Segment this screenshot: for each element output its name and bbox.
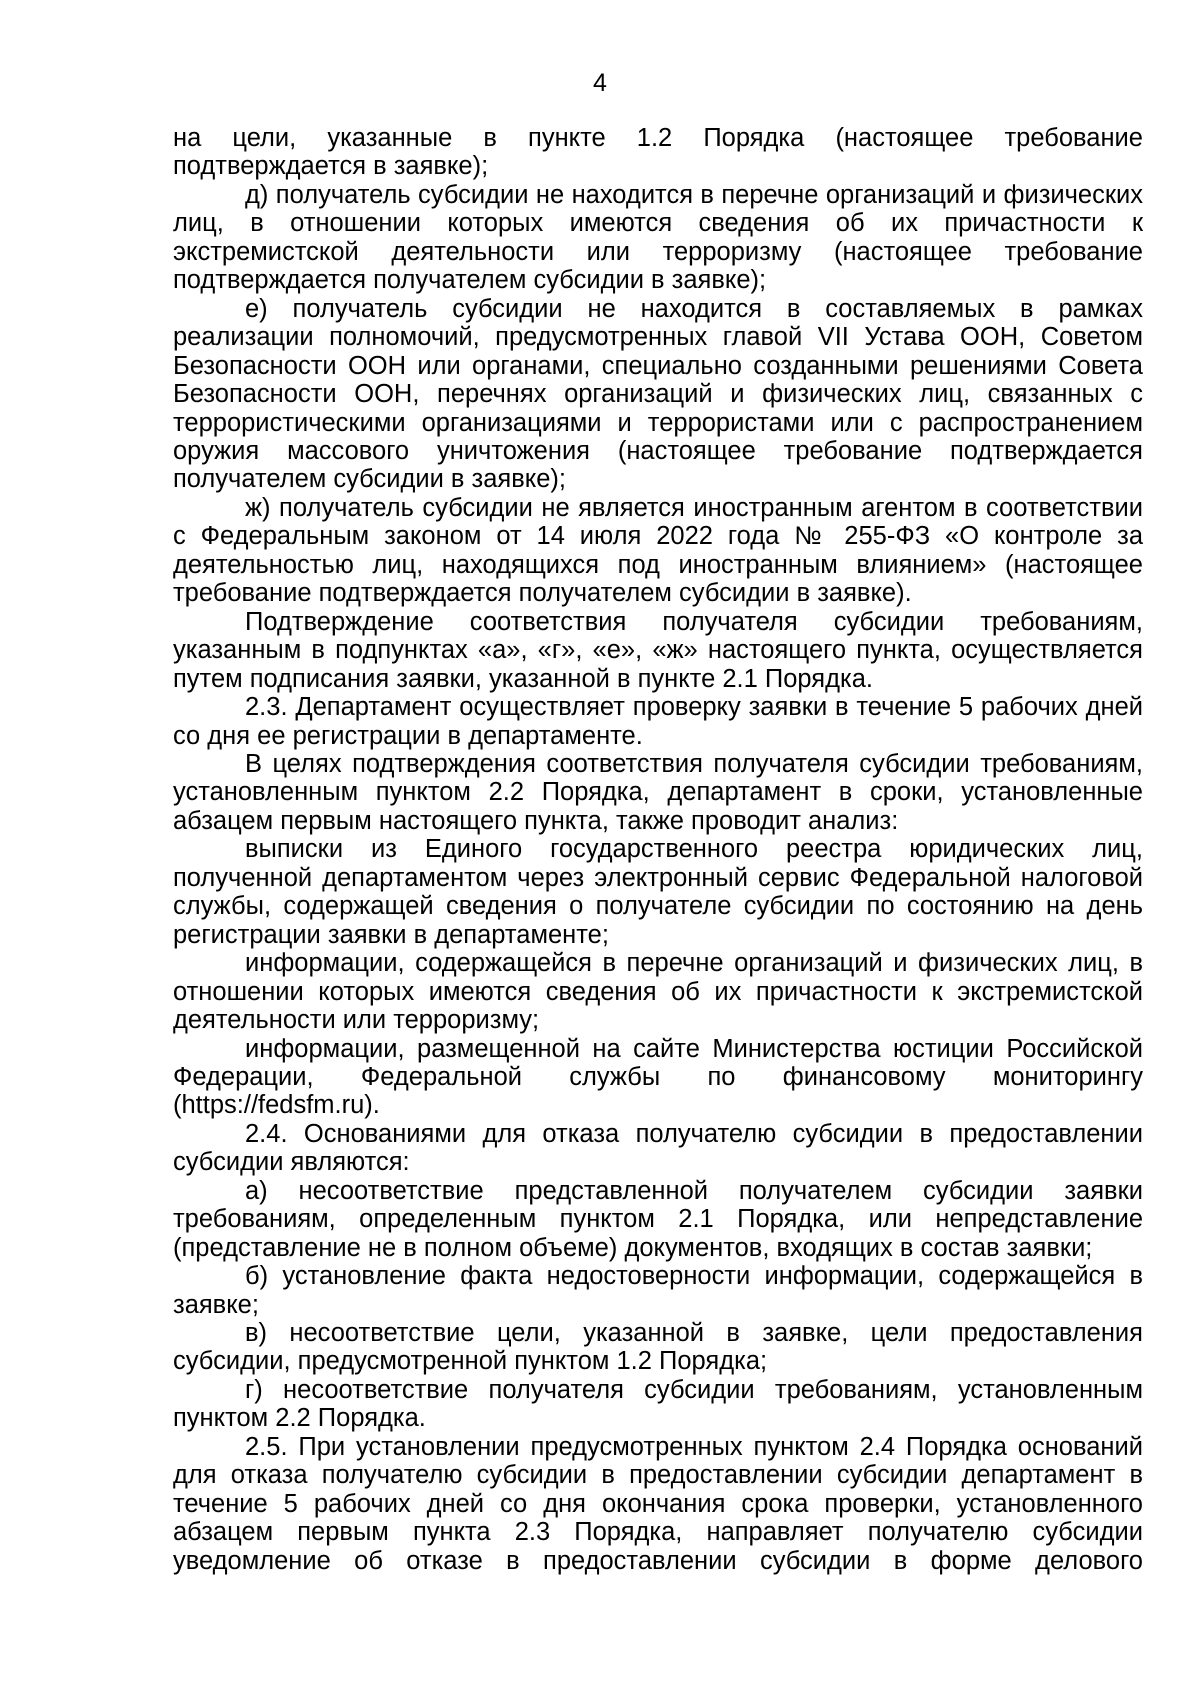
document-body [173,124,1143,1575]
paragraph-analysis-ministry-site: информации, размещенной на сайте Министерства юстиции Российской Федерации, Федеральной службы по финансовому мониторингу (https://fedsfm.ru). [173,1034,1143,1120]
paragraph-2-4-a: а) несоответствие представленной получателем субсидии заявки требованиям, определенным пунктом 2.1 Порядка, или непредставление (представление не в полном объеме) документов, входящих в состав заявки; [173,1176,1143,1262]
paragraph-analysis-extremism-list: информации, содержащейся в перечне организаций и физических лиц, в отношении которых имеются сведения об их причастности к экстремистской деятельности или терроризму; [173,949,1143,1035]
paragraph-item-d: д) получатель субсидии не находится в перечне организаций и физических лиц, в отношении которых имеются сведения об их причастности к экстремистской деятельности или терроризму (настоящее требование подтверждается получателем субсидии в заявке); [173,180,1143,295]
paragraph-2-4-v: в) несоответствие цели, указанной в заявке, цели предоставления субсидии, предусмотренной пунктом 1.2 Порядка; [173,1319,1143,1376]
paragraph-2-3: 2.3. Департамент осуществляет проверку заявки в течение 5 рабочих дней со дня ее регистрации в департаменте. [173,693,1143,750]
paragraph-analysis-egrul: выписки из Единого государственного реестра юридических лиц, полученной департаментом через электронный сервис Федеральной налоговой службы, содержащей сведения о получателе субсидии по состоянию на день регистрации заявки в департаменте; [173,835,1143,949]
paragraph-2-5: 2.5. При установлении предусмотренных пунктом 2.4 Порядка оснований для отказа получателю субсидии в предоставлении субсидии департамент в течение 5 рабочих дней со дня окончания срока проверки, установленного абзацем первым пункта 2.3 Порядка, направляет получателю субсидии уведомление об отказе в предоставлении субсидии в форме делового [173,1432,1143,1575]
page-number: 4 [593,69,607,97]
paragraph-item-zh: ж) получатель субсидии не является иностранным агентом в соответствии с Федеральным законом от 14 июля 2022 года № 255-ФЗ «О контроле за деятельностью лиц, находящихся под иностранным влиянием» (настоящее требование подтверждается получателем субсидии в заявке). [173,493,1143,608]
paragraph-item-e: е) получатель субсидии не находится в составляемых в рамках реализации полномочий, предусмотренных главой VII Устава ООН, Советом Безопасности ООН или органами, специально созданными решениями Совета Безопасности ООН, перечнях организаций и физических лиц, связанных с террористическими организациями и террористами или с распространением оружия массового уничтожения (настоящее требование подтверждается получателем субсидии в заявке); [173,294,1143,494]
paragraph-2-4: 2.4. Основаниями для отказа получателю субсидии в предоставлении субсидии являются: [173,1119,1143,1177]
paragraph-2-3-analysis: В целях подтверждения соответствия получателя субсидии требованиям, установленным пунктом 2.2 Порядка, департамент в сроки, установленные абзацем первым настоящего пункта, также проводит анализ: [173,749,1143,835]
paragraph-confirmation: Подтверждение соответствия получателя субсидии требованиям, указанным в подпунктах «а», «г», «е», «ж» настоящего пункта, осуществляется путем подписания заявки, указанной в пункте 2.1 Порядка. [173,607,1143,693]
paragraph-2-4-g: г) несоответствие получателя субсидии требованиям, установленным пунктом 2.2 Порядка. [173,1375,1143,1433]
paragraph-2-4-b: б) установление факта недостоверности информации, содержащейся в заявке; [173,1262,1143,1319]
paragraph-continuation: на цели, указанные в пункте 1.2 Порядка (настоящее требование подтверждается в заявке); [173,124,1143,181]
